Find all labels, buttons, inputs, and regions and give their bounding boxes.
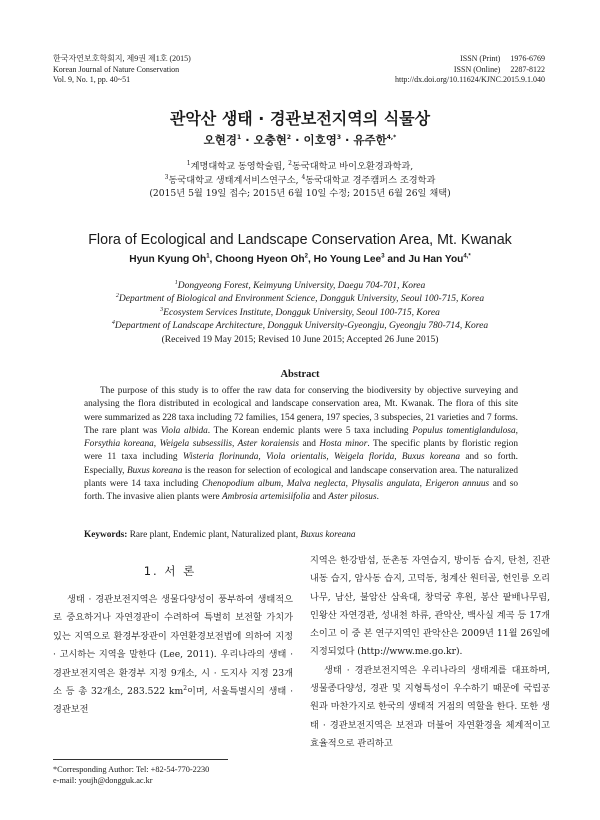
issn-block bbox=[395, 54, 545, 86]
species-name: Aster pilosus bbox=[328, 492, 377, 503]
journal-name-ko: 한국자연보호학회지, 제9권 제1호 (2015) bbox=[53, 54, 191, 63]
footnote-divider bbox=[53, 759, 228, 760]
author-sup: 3 bbox=[336, 134, 341, 142]
body-text: 생태 · 경관보전지역은 생물다양성이 풍부하여 생태적으로 중요하거나 자연경관이 수려하여 특별히 보전할 가치가 있는 지역으로 환경부장관이 자연환경보전법에 의하여 지정 · 고시하는 지역을 말한다 (Lee, 2011). 우리나라의 생태 · 경관보전지역은 환경부 지정 9개소, 시 · 도지사 지정 23개소 등 총 32개소, 283.522 km bbox=[53, 594, 293, 698]
affiliations-english bbox=[0, 280, 600, 347]
affil-text: 동국대학교 바이오환경과학과, bbox=[291, 161, 414, 172]
journal-name-en: Korean Journal of Nature Conservation bbox=[53, 64, 180, 74]
affiliation-line bbox=[0, 307, 600, 320]
author-separator: · bbox=[241, 133, 254, 147]
section-heading-introduction: 1. 서 론 bbox=[143, 564, 197, 578]
author-name: Choong Hyeon Oh bbox=[215, 254, 305, 265]
author-name: 오충현 bbox=[253, 133, 287, 147]
author-name: Ju Han You bbox=[408, 254, 464, 265]
affil-text: Ecosystem Services Institute, Dongguk University, Seoul 100-715, Korea bbox=[163, 307, 440, 318]
author-name: Hyun Kyung Oh bbox=[129, 254, 207, 265]
author-name: 유주한 bbox=[353, 133, 387, 147]
affiliation-line bbox=[0, 293, 600, 306]
body-column-right bbox=[310, 552, 550, 753]
abstract-heading: Abstract bbox=[280, 369, 320, 380]
issn-print-row bbox=[395, 54, 545, 65]
abstract-text: . The Korean endemic plants were 5 taxa including bbox=[207, 425, 413, 436]
unit-superscript: 2 bbox=[183, 684, 188, 692]
author-separator: · bbox=[291, 133, 304, 147]
affil-sup: 4 bbox=[111, 320, 115, 327]
affil-sup: 3 bbox=[160, 306, 164, 313]
title-english: Flora of Ecological and Landscape Conservation Area, Mt. Kwanak bbox=[88, 232, 512, 248]
issn-online-row bbox=[395, 65, 545, 76]
author-name: 오현경 bbox=[203, 133, 237, 147]
affil-sup: 1 bbox=[174, 279, 178, 286]
species-name: Viola albida bbox=[160, 425, 208, 436]
species-name: Ambrosia artemisiifolia bbox=[221, 492, 311, 503]
abstract-text: and so forth. Especially, bbox=[84, 452, 519, 476]
issn-print-label: ISSN (Print) bbox=[460, 54, 501, 63]
author-name: 이호영 bbox=[303, 133, 337, 147]
affiliation-line bbox=[0, 160, 600, 174]
keywords bbox=[84, 530, 518, 540]
species-name: Hosta minor bbox=[319, 439, 368, 450]
affil-sup: 3 bbox=[164, 173, 169, 181]
author-name: Ho Young Lee bbox=[313, 254, 382, 265]
affiliation-line bbox=[0, 174, 600, 188]
footnote bbox=[53, 764, 209, 786]
affil-text: 동국대학교 경주캠퍼스 조경학과 bbox=[305, 174, 436, 186]
abstract-text: and bbox=[298, 439, 320, 450]
species-name: Buxus koreana bbox=[126, 465, 183, 476]
affil-text: Department of Biological and Environment Science, Dongguk University, Seoul 100-715, Korea bbox=[118, 294, 485, 305]
author-sup: 4,* bbox=[463, 253, 471, 260]
received-dates-en: (Received 19 May 2015; Revised 10 June 2015; Accepted 26 June 2015) bbox=[161, 334, 439, 345]
affil-text: 동국대학교 생태계서비스연구소, bbox=[168, 174, 302, 186]
author-sup: 1 bbox=[237, 134, 242, 142]
affil-sup: 2 bbox=[115, 293, 119, 300]
affil-sup: 2 bbox=[288, 159, 292, 167]
doi-link[interactable]: http://dx.doi.org/10.11624/KJNC.2015.9.1.040 bbox=[394, 75, 545, 84]
abstract-text: and bbox=[310, 492, 329, 503]
body-column-left bbox=[53, 591, 293, 720]
issn-online-value: 2287-8122 bbox=[510, 64, 545, 74]
authors-korean bbox=[0, 132, 600, 148]
keywords-text: Rare plant, Endemic plant, Naturalized plant, bbox=[127, 530, 301, 540]
body-text-tail: 이며, 서울특별시의 생태 · 경관보전 bbox=[53, 686, 293, 716]
authors-english bbox=[0, 254, 600, 265]
author-sup: 2 bbox=[286, 134, 292, 142]
volume-info: Vol. 9, No. 1, pp. 40~51 bbox=[53, 75, 131, 84]
abstract-text: and so forth. The invasive alien plants were bbox=[84, 479, 518, 503]
received-dates-ko: (2015년 5월 19일 접수; 2015년 6월 10일 수정; 2015년 6월 26일 채택) bbox=[149, 188, 451, 199]
affiliation-line bbox=[0, 320, 600, 333]
keywords-italic: Buxus koreana bbox=[300, 530, 356, 540]
journal-header bbox=[53, 54, 191, 86]
abstract-text: . The specific plants by floristic region were 11 taxa including bbox=[84, 439, 518, 463]
species-name: Wisteria florinunda, Viola orientalis, Weigela florida, Buxus koreana bbox=[182, 452, 461, 463]
affil-text: Department of Landscape Architecture, Dongguk University-Gyeongju, Gyeongju 780-714, Korea bbox=[114, 321, 489, 332]
abstract-text: . bbox=[376, 492, 379, 503]
affil-text: 계명대학교 동영학술림, bbox=[190, 161, 289, 172]
abstract-text: is the reason for selection of ecological and landscape conservation area. The naturalized plants were 14 taxa including bbox=[84, 465, 518, 490]
author-sup: 4,* bbox=[386, 134, 397, 142]
species-name: Populus tomentiglandulosa, Forsythia koreana, Weigela subsessilis, Aster koraiensis bbox=[84, 425, 518, 450]
issn-online-label: ISSN (Online) bbox=[453, 64, 501, 74]
title-korean: 관악산 생태 · 경관보전지역의 식물상 bbox=[169, 109, 431, 128]
body-paragraph: 생태 · 경관보전지역은 우리나라의 생태계를 대표하며, 생물종다양성, 경관 및 지형특성이 우수하기 때문에 국립공원과 마찬가지로 한국의 생태적 거점의 역할을 한다. 또한 생태 · 경관보전지역은 보전과 더불어 자연환경을 체계적이고 효율적으로 관리하고 bbox=[310, 664, 550, 749]
issn-print-value: 1976-6769 bbox=[510, 54, 545, 63]
affil-sup: 1 bbox=[186, 159, 191, 167]
author-separator: , bbox=[209, 254, 216, 265]
species-name: Chenopodium album, Malva neglecta, Physalis angulata, Erigeron annuus bbox=[201, 479, 490, 490]
affil-sup: 4 bbox=[301, 173, 306, 181]
author-email[interactable]: e-mail: youjh@dongguk.ac.kr bbox=[53, 776, 153, 785]
author-sup: 3 bbox=[381, 253, 385, 260]
author-sup: 2 bbox=[304, 253, 308, 260]
abstract-text: The purpose of this study is to offer the raw data for conserving the biodiversity by objective surveying and analysing the flora distributed in ecological and landscape conservation area, Mt. Kwanak. The flora of this site were summarized as 228 taxa including 72 families, 154 genera, 197 species, 3 subspecies, 21 varieties and 7 forms. The rare plant was bbox=[84, 386, 518, 436]
corresponding-author: *Corresponding Author: Tel: +82-54-770-2230 bbox=[53, 765, 210, 774]
affiliations-korean bbox=[0, 160, 600, 201]
abstract-body bbox=[84, 385, 518, 505]
affiliation-line bbox=[0, 280, 600, 293]
body-paragraph: 지역은 한강밤섬, 둔촌동 자연습지, 방이동 습지, 탄천, 진관내동 습지, 암사동 습지, 고덕동, 청계산 원터골, 헌인릉 오리나무, 남산, 불암산 삼육대, 창덕궁 후원, 봉산 팥배나무림, 인왕산 자연경관, 성내천 하류, 관악산, 백사실 계곡 등 17개소이고 이 중 본 연구지역인 관악산은 2009년 11월 26일에 지정되었다 (http://www.me.go.kr). bbox=[310, 555, 550, 658]
author-separator: · bbox=[341, 133, 354, 147]
author-separator: , bbox=[307, 254, 314, 265]
author-sup: 1 bbox=[206, 253, 210, 260]
keywords-label: Keywords: bbox=[84, 530, 128, 540]
affil-text: Dongyeong Forest, Keimyung University, Daegu 704-701, Korea bbox=[177, 281, 426, 291]
author-separator: and bbox=[384, 254, 409, 265]
